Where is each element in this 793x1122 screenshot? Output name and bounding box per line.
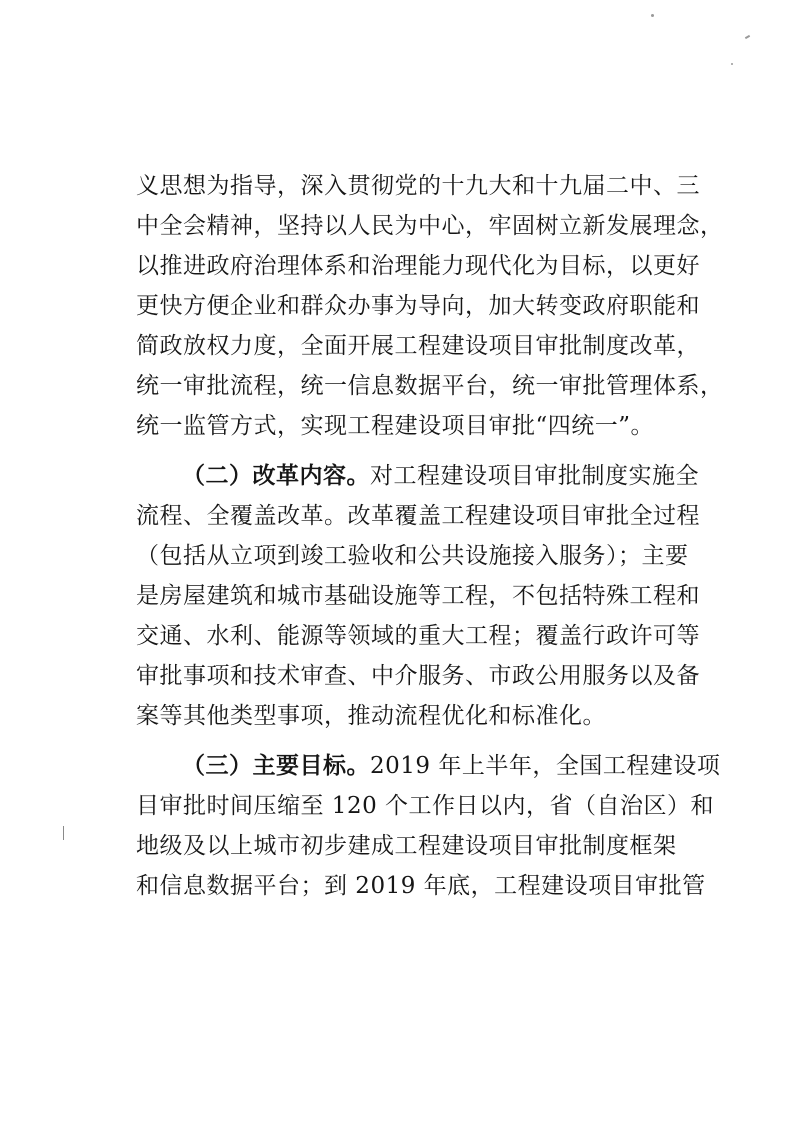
body-text [136,166,724,906]
text-line: 地级及以上城市初步建成工程建设项目审批制度框架 [136,833,677,859]
text-line: 目审批时间压缩至 120 个工作日以内，省（自治区）和 [136,793,715,819]
scan-speck [651,14,654,17]
text-line: 审批事项和技术审查、中介服务、市政公用服务以及备 [136,663,700,689]
text-line: 义思想为指导，深入贯彻党的十九大和十九届二中、三 [136,173,700,199]
text-line: 统一监管方式，实现工程建设项目审批“四统一”。 [136,413,655,439]
section-heading: （三）主要目标。 [182,752,370,779]
text-line: 以推进政府治理体系和治理能力现代化为目标，以更好 [136,253,700,279]
paragraph-guiding-thought [136,166,724,446]
text-line: 流程、全覆盖改革。改革覆盖工程建设项目审批全过程 [136,503,700,529]
text-span: 2019 年上半年，全国工程建设项 [370,753,721,779]
scan-speck [731,63,733,65]
text-line: 案等其他类型事项，推动流程优化和标准化。 [136,703,606,729]
margin-mark [63,826,64,840]
text-span: 对工程建设项目审批制度实施全 [370,463,699,489]
text-line: 更快方便企业和群众办事为导向，加大转变政府职能和 [136,293,700,319]
text-line: 中全会精神，坚持以人民为中心，牢固树立新发展理念， [136,213,724,239]
section-heading: （二）改革内容。 [182,462,370,489]
text-line: （包括从立项到竣工验收和公共设施接入服务）；主要 [136,543,689,569]
scan-speck [745,35,750,39]
paragraph-reform-content [136,456,700,736]
text-line: 是房屋建筑和城市基础设施等工程，不包括特殊工程和 [136,583,700,609]
paragraph-main-goals [136,746,721,906]
text-line [136,456,699,496]
text-line: 统一审批流程，统一信息数据平台，统一审批管理体系， [136,373,724,399]
text-line: 和信息数据平台；到 2019 年底，工程建设项目审批管 [136,873,706,899]
text-line: 简政放权力度，全面开展工程建设项目审批制度改革， [136,333,700,359]
text-line: 交通、水利、能源等领域的重大工程；覆盖行政许可等 [136,623,700,649]
text-line [136,746,721,786]
